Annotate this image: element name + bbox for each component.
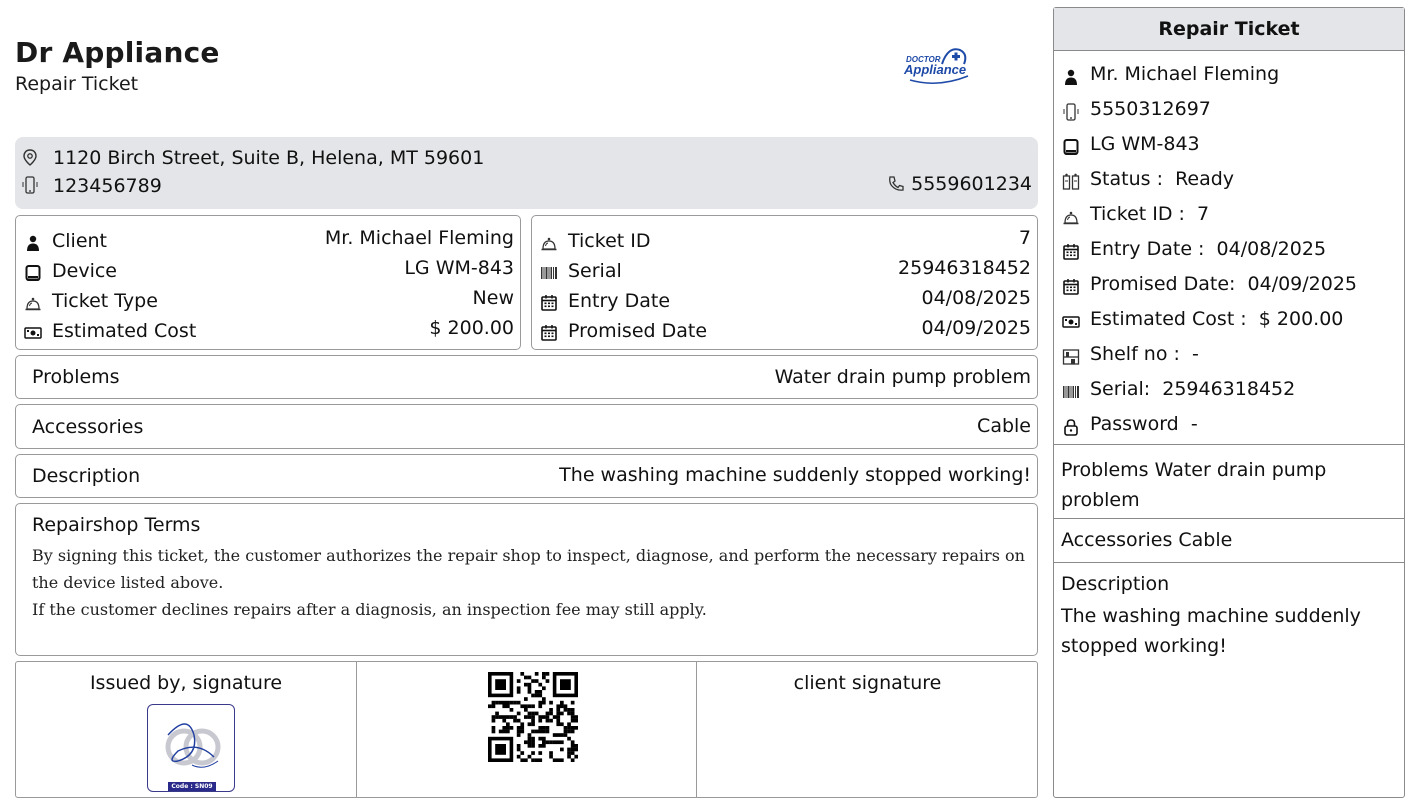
bell-icon bbox=[540, 234, 558, 252]
client-detail-value: New bbox=[472, 287, 514, 309]
client-signature-label: client signature bbox=[793, 672, 942, 694]
ticket-sidebar bbox=[1053, 7, 1405, 798]
ticket-detail-row bbox=[532, 257, 1037, 290]
svg-text:DOCTOR: DOCTOR bbox=[906, 55, 941, 64]
shelf-icon bbox=[1062, 348, 1080, 366]
sidebar-info-row bbox=[1054, 411, 1404, 441]
client-detail-row bbox=[16, 317, 520, 350]
accessories-value: Cable bbox=[977, 415, 1031, 437]
sidebar-info-text: Password - bbox=[1090, 413, 1198, 435]
ticket-detail-label: Ticket ID bbox=[568, 230, 651, 252]
sidebar-info-row bbox=[1054, 271, 1404, 301]
ticket-detail-row bbox=[532, 317, 1037, 350]
client-detail-label: Ticket Type bbox=[52, 290, 158, 312]
page-subtitle: Repair Ticket bbox=[15, 73, 139, 95]
description-label: Description bbox=[32, 465, 141, 487]
sidebar-info-row bbox=[1054, 306, 1404, 336]
calendar-icon bbox=[1062, 278, 1080, 296]
client-detail-value: Mr. Michael Fleming bbox=[324, 227, 514, 249]
issued-signature-cell bbox=[16, 662, 357, 798]
bell-icon bbox=[24, 294, 42, 312]
signature-section bbox=[15, 661, 1038, 798]
problems-row bbox=[15, 355, 1038, 399]
money-icon bbox=[24, 324, 42, 342]
client-detail-row bbox=[16, 287, 520, 320]
stamp-code: Code : SN09 bbox=[171, 783, 213, 790]
client-detail-row bbox=[16, 257, 520, 290]
sidebar-info-text: Promised Date: 04/09/2025 bbox=[1090, 273, 1358, 295]
sidebar-info-text: 5550312697 bbox=[1090, 98, 1211, 120]
sidebar-info-row bbox=[1054, 236, 1404, 266]
client-detail-label: Estimated Cost bbox=[52, 320, 197, 342]
mobile-icon bbox=[1062, 103, 1080, 121]
problems-label: Problems bbox=[32, 366, 120, 388]
signature-image bbox=[148, 705, 235, 792]
sidebar-info-row bbox=[1054, 341, 1404, 371]
accessories-label: Accessories bbox=[32, 416, 144, 438]
client-details-card bbox=[15, 215, 521, 350]
location-pin-icon bbox=[21, 148, 39, 168]
problems-value: Water drain pump problem bbox=[774, 366, 1031, 388]
mobile-icon bbox=[21, 176, 39, 196]
tablet-icon bbox=[24, 264, 42, 282]
barcode-icon bbox=[1062, 383, 1080, 401]
client-detail-row bbox=[16, 227, 520, 260]
terms-card bbox=[15, 503, 1038, 656]
client-detail-label: Device bbox=[52, 260, 117, 282]
money-icon bbox=[1062, 313, 1080, 331]
barcode-icon bbox=[540, 264, 558, 282]
sidebar-info-text: Status : Ready bbox=[1090, 168, 1235, 190]
sidebar-description-label: Description bbox=[1061, 573, 1170, 595]
sidebar-accessories: Accessories Cable bbox=[1054, 518, 1404, 562]
page-title: Dr Appliance bbox=[15, 36, 220, 69]
sidebar-info-text: Entry Date : 04/08/2025 bbox=[1090, 238, 1327, 260]
sidebar-description-text: The washing machine suddenly stopped working! bbox=[1061, 605, 1361, 657]
sidebar-info-row bbox=[1054, 201, 1404, 231]
svg-text:Appliance: Appliance bbox=[904, 62, 967, 77]
ticket-detail-value: 04/09/2025 bbox=[921, 317, 1031, 339]
ticket-detail-value: 04/08/2025 bbox=[921, 287, 1031, 309]
issued-signature-label: Issued by, signature bbox=[89, 672, 283, 694]
ticket-detail-value: 7 bbox=[1018, 227, 1031, 249]
accessories-row bbox=[15, 404, 1038, 449]
shop-address: 1120 Birch Street, Suite B, Helena, MT 59601 bbox=[53, 147, 485, 169]
sidebar-info-text: Estimated Cost : $ 200.00 bbox=[1090, 308, 1344, 330]
lock-icon bbox=[1062, 418, 1080, 436]
person-icon bbox=[1062, 68, 1080, 86]
qr-cell bbox=[356, 662, 697, 798]
sidebar-info-row bbox=[1054, 96, 1404, 126]
tablet-icon bbox=[1062, 138, 1080, 156]
sidebar-info-text: LG WM-843 bbox=[1090, 133, 1200, 155]
ticket-detail-row bbox=[532, 287, 1037, 320]
client-signature-cell bbox=[697, 662, 1038, 798]
ticket-detail-row bbox=[532, 227, 1037, 260]
person-icon bbox=[24, 234, 42, 252]
sidebar-info-row bbox=[1054, 166, 1404, 196]
signature-stamp bbox=[147, 704, 235, 792]
sidebar-info-text: Mr. Michael Fleming bbox=[1090, 63, 1280, 85]
description-row bbox=[15, 454, 1038, 498]
shop-phone: 5559601234 bbox=[911, 173, 1032, 195]
calendar-icon bbox=[540, 294, 558, 312]
sidebar-title: Repair Ticket bbox=[1054, 8, 1404, 51]
terms-line-1: By signing this ticket, the customer authorizes the repair shop to inspect, diagnose, and perform the necessary repairs on the device listed above. bbox=[32, 546, 1025, 592]
phone-icon bbox=[887, 174, 905, 194]
description-value: The washing machine suddenly stopped working! bbox=[559, 464, 1031, 486]
client-detail-value: LG WM-843 bbox=[404, 257, 514, 279]
ticket-detail-label: Promised Date bbox=[568, 320, 708, 342]
sidebar-info-text: Ticket ID : 7 bbox=[1090, 203, 1210, 225]
ticket-detail-label: Entry Date bbox=[568, 290, 671, 312]
ticket-detail-value: 25946318452 bbox=[898, 257, 1031, 279]
terms-line-2: If the customer declines repairs after a diagnosis, an inspection fee may still apply. bbox=[32, 600, 707, 619]
sidebar-info-row bbox=[1054, 131, 1404, 161]
sidebar-description-section bbox=[1054, 562, 1404, 797]
calendar-icon bbox=[1062, 243, 1080, 261]
terms-body bbox=[32, 542, 1032, 623]
brand-logo bbox=[898, 42, 978, 90]
ticket-details-card bbox=[531, 215, 1038, 350]
calendar-icon bbox=[540, 324, 558, 342]
terms-title: Repairshop Terms bbox=[32, 514, 201, 536]
status-icon bbox=[1062, 173, 1080, 191]
qr-code bbox=[488, 672, 578, 762]
client-detail-value: $ 200.00 bbox=[429, 317, 514, 339]
sidebar-info-row bbox=[1054, 376, 1404, 406]
shop-mobile: 123456789 bbox=[53, 175, 162, 197]
bell-icon bbox=[1062, 208, 1080, 226]
client-detail-label: Client bbox=[52, 230, 108, 252]
ticket-detail-label: Serial bbox=[568, 260, 622, 282]
contact-bar bbox=[15, 137, 1038, 209]
sidebar-info-text: Shelf no : - bbox=[1090, 343, 1199, 365]
sidebar-problems: Problems Water drain pump problem bbox=[1054, 444, 1404, 518]
sidebar-info-row bbox=[1054, 61, 1404, 91]
sidebar-info-text: Serial: 25946318452 bbox=[1090, 378, 1296, 400]
